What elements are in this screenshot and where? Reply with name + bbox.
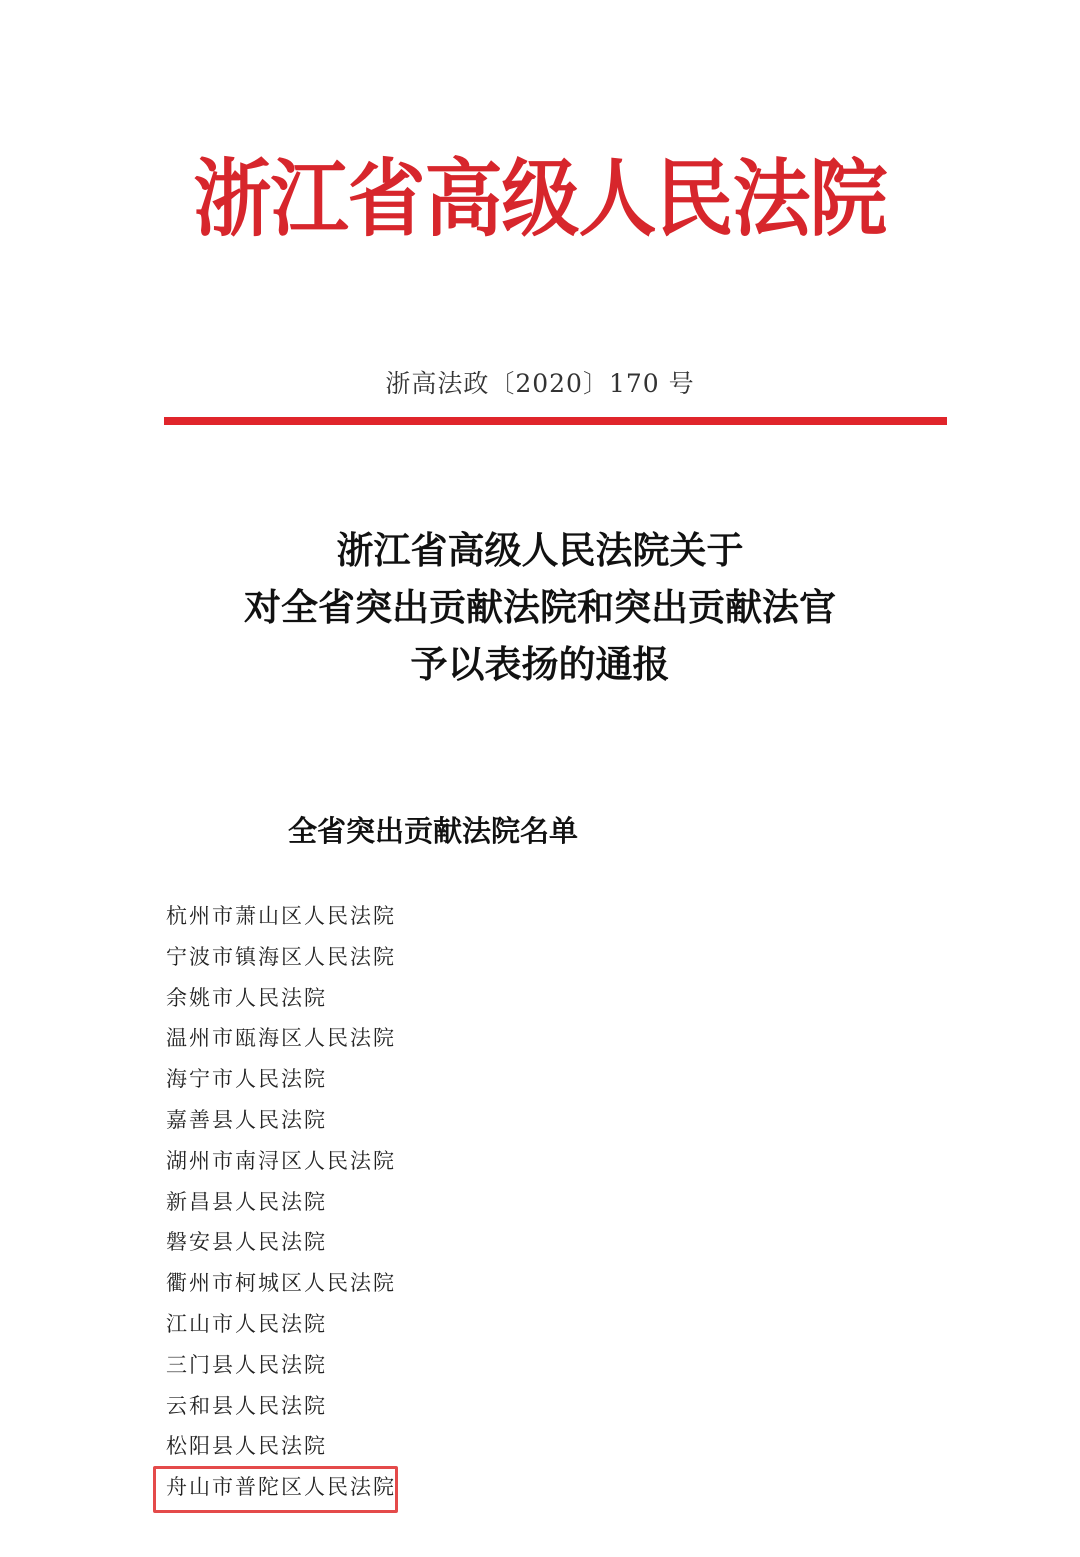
court-list <box>166 896 396 1508</box>
court-list-item: 嘉善县人民法院 <box>166 1107 327 1132</box>
court-list-item: 宁波市镇海区人民法院 <box>166 944 396 969</box>
court-list-item: 松阳县人民法院 <box>166 1434 327 1459</box>
title-line: 浙江省高级人民法院关于 <box>336 528 744 572</box>
list-heading: 全省突出贡献法院名单 <box>288 814 579 848</box>
court-list-item: 新昌县人民法院 <box>166 1189 327 1214</box>
title-line: 对全省突出贡献法院和突出贡献法官 <box>244 585 836 629</box>
court-list-item: 杭州市萧山区人民法院 <box>166 904 396 928</box>
court-list-item: 湖州市南浔区人民法院 <box>166 1148 396 1173</box>
court-list-item: 磐安县人民法院 <box>166 1230 327 1255</box>
title-line: 予以表扬的通报 <box>410 642 670 686</box>
highlight-box <box>153 1466 398 1513</box>
red-divider-rule <box>164 417 947 425</box>
document-number: 浙高法政〔2020〕170 号 <box>385 369 695 398</box>
court-list-item-highlighted: 舟山市普陀区人民法院 <box>166 1475 396 1500</box>
court-list-item: 衢州市柯城区人民法院 <box>166 1271 396 1296</box>
document-title <box>0 522 1080 693</box>
court-list-item: 江山市人民法院 <box>166 1311 327 1336</box>
court-list-item: 三门县人民法院 <box>166 1352 327 1377</box>
court-list-item: 云和县人民法院 <box>166 1393 327 1418</box>
court-list-item: 余姚市人民法院 <box>166 985 327 1010</box>
court-list-item: 海宁市人民法院 <box>166 1067 327 1092</box>
court-list-item: 温州市瓯海区人民法院 <box>166 1026 396 1051</box>
masthead-title: 浙江省高级人民法院 <box>193 151 887 249</box>
